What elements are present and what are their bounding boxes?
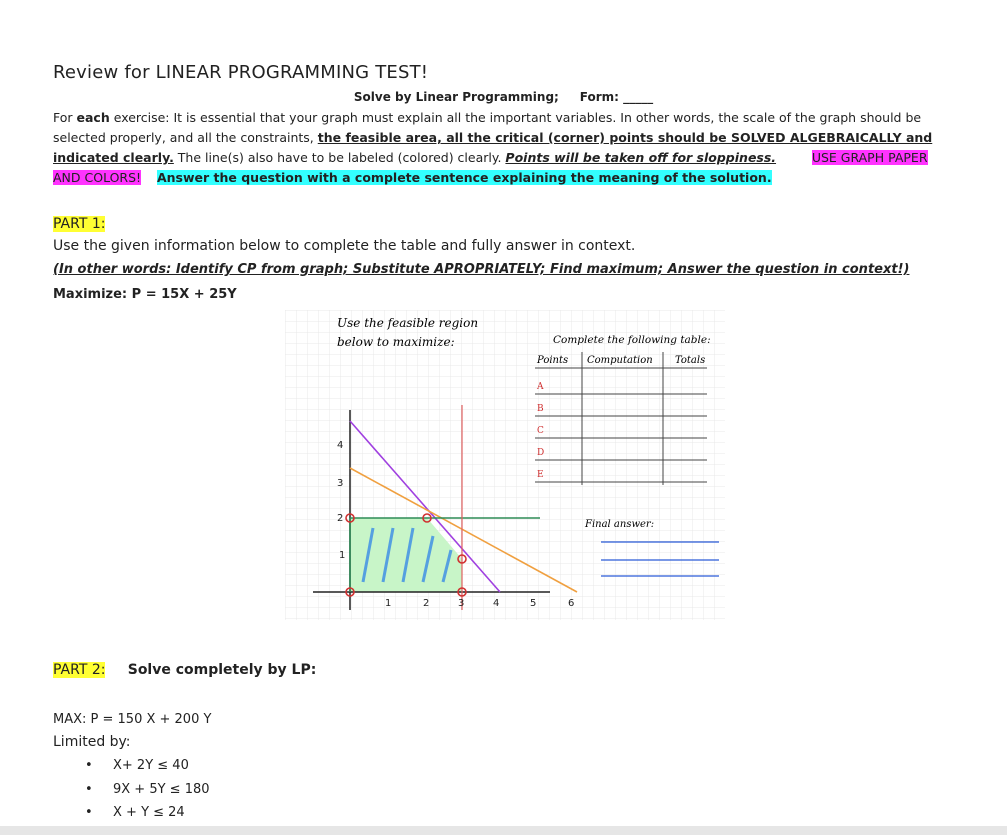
instr-text-c: The line(s) also have to be labeled (colored) clearly. <box>173 150 506 165</box>
table-title: Complete the following table: <box>553 334 711 346</box>
instr-text-b: exercise: It is essential that your graph must explain all the important variables. In other words, the scale of the graph should be selected properly, and all the constraints, <box>53 110 922 145</box>
instr-graph-paper: USE GRAPH PAPER AND COLORS! <box>53 150 928 185</box>
instr-answer: Answer the question with a complete sentence explaining the meaning of the solution. <box>156 170 772 185</box>
instr-feasible: the feasible area, all the critical (corner) points should be SOLVED ALGEBRAICALLY and indicated clearly. <box>53 130 933 165</box>
point-label: C <box>537 426 544 436</box>
subheader <box>0 90 1007 104</box>
point-label: D <box>537 448 545 458</box>
part2-objective: MAX: P = 150 X + 200 Y <box>53 712 212 727</box>
graph-figure <box>285 310 725 620</box>
point-label: E <box>537 470 544 480</box>
table-col-points: Points <box>537 355 569 366</box>
table-col-computation: Computation <box>587 355 653 366</box>
part2-title: Solve completely by LP: <box>127 662 317 678</box>
part1-label <box>53 216 105 232</box>
constraint-text: X + Y ≤ 24 <box>113 805 185 820</box>
x-tick-label: 1 <box>385 598 392 609</box>
part2-limited-by: Limited by: <box>53 734 131 750</box>
instructions-paragraph <box>53 108 958 188</box>
form-text: Form: _____ <box>579 90 654 104</box>
x-tick-label: 6 <box>568 598 575 609</box>
constraint-item: • X+ 2Y ≤ 40 <box>85 758 189 773</box>
y-tick-label: 2 <box>337 513 344 524</box>
part1-subinstruction: (In other words: Identify CP from graph; Substitute APROPRIATELY; Find maximum; Answer the question in context!) <box>53 262 910 277</box>
constraint-item: • X + Y ≤ 24 <box>85 805 185 820</box>
final-answer-label: Final answer: <box>585 519 655 530</box>
note-line1: Use the feasible region <box>337 316 479 330</box>
part2-header <box>53 662 316 678</box>
constraint-text: X+ 2Y ≤ 40 <box>113 758 189 773</box>
instr-sloppiness: Points will be taken off for sloppiness. <box>505 150 777 165</box>
x-tick-label: 5 <box>530 598 537 609</box>
constraint-text: 9X + 5Y ≤ 180 <box>113 782 210 797</box>
point-label: B <box>537 404 544 414</box>
x-tick-label: 2 <box>423 598 430 609</box>
constraint-item: • 9X + 5Y ≤ 180 <box>85 782 210 797</box>
solve-by-text: Solve by Linear Programming; <box>353 90 559 104</box>
x-tick-label: 4 <box>493 598 500 609</box>
y-tick-label: 4 <box>337 440 344 451</box>
part2-label: PART 2: <box>53 662 106 678</box>
instr-text-a: For <box>53 110 77 125</box>
bottom-scroll-edge <box>0 826 1007 835</box>
table-col-totals: Totals <box>675 355 706 366</box>
part1-label-text: PART 1: <box>53 216 106 232</box>
part1-objective: Maximize: P = 15X + 25Y <box>53 287 237 302</box>
note-line2: below to maximize: <box>337 335 455 349</box>
part1-instruction: Use the given information below to complete the table and fully answer in context. <box>53 238 636 254</box>
page-title: Review for LINEAR PROGRAMMING TEST! <box>53 62 429 83</box>
instr-each: each <box>76 110 110 125</box>
y-tick-label: 1 <box>339 550 346 561</box>
y-tick-label: 3 <box>337 478 344 489</box>
x-tick-label: 3 <box>458 598 465 609</box>
point-label: A <box>537 382 544 392</box>
